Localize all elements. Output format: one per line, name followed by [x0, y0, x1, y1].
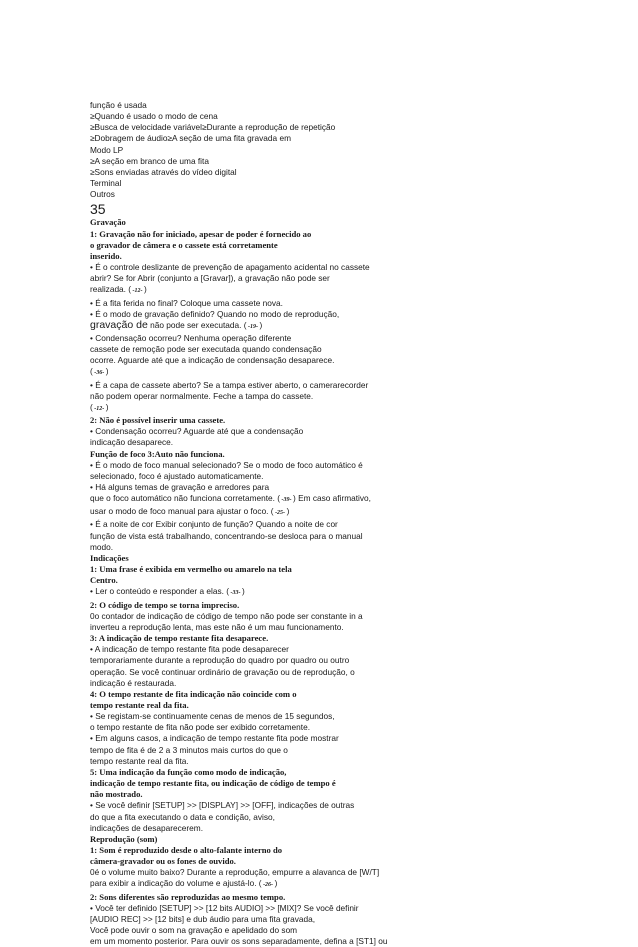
answer-text: 0o contador de indicação de código de tempo não pode ser constante in a — [90, 610, 363, 621]
page-reference: -12- — [92, 405, 106, 412]
answer-text: ocorre. Aguarde até que a indicação de condensação desaparece. — [90, 355, 335, 366]
answer-text-segment: ) — [274, 878, 278, 889]
answer-text-segment: para exibir a indicação do volume e ajustá-lo. ( — [90, 878, 262, 889]
question: tempo restante real da fita. — [90, 699, 189, 710]
answer-text: tempo de fita é de 2 a 3 minutos mais curtos do que o — [90, 744, 288, 755]
list-item: ≥Quando é usado o modo de cena — [90, 111, 218, 122]
answer-text — [90, 320, 560, 333]
list-item: Modo LP — [90, 144, 124, 155]
question: Função de foco 3:Auto não funciona. — [90, 448, 225, 459]
answer-text-segment: não pode ser executada. ( — [147, 319, 247, 330]
answer-text: cassete de remoção pode ser executada quando condensação — [90, 344, 322, 355]
question: 2: O código de tempo se torna impreciso. — [90, 599, 240, 610]
answer-text — [90, 506, 560, 519]
list-item: Terminal — [90, 178, 122, 189]
answer-text: Você pode ouvir o som na gravação e apelidado do som — [90, 925, 298, 936]
answer-text — [90, 402, 560, 415]
answer-text: indicações de desaparecerem. — [90, 822, 203, 833]
answer-text — [90, 493, 560, 506]
list-item: função é usada — [90, 100, 147, 110]
answer-text — [90, 284, 560, 297]
list-item: ≥Sons enviadas através do vídeo digital — [90, 166, 237, 177]
question: 5: Uma indicação da função como modo de indicação, — [90, 766, 287, 777]
question: não mostrado. — [90, 789, 143, 800]
page-reference: -36- — [92, 370, 106, 377]
answer-text: • Se você definir [SETUP] >> [DISPLAY] >> [OFF], indicações de outras — [90, 800, 355, 811]
answer-text-segment: ) — [105, 401, 109, 412]
answer-text-segment: ) — [286, 506, 290, 517]
answer-text-segment: ( — [90, 366, 93, 377]
question: o gravador de câmera e o cassete está corretamente — [90, 239, 278, 250]
answer-text: indicação desaparece. — [90, 437, 174, 448]
section-heading: Gravação — [90, 217, 126, 228]
answer-text: função de vista está trabalhando, concentrando-se desloca para o manual — [90, 530, 363, 541]
answer-text-segment: ) Em caso afirmativo, — [293, 493, 371, 504]
question: 1: Uma frase é exibida em vermelho ou amarelo na tela — [90, 564, 292, 575]
question: câmera-gravador ou os fones de ouvido. — [90, 856, 236, 867]
manual-page — [90, 100, 560, 947]
answer-text-segment: realizada. ( — [90, 284, 132, 295]
answer-text: • É o modo de gravação definido? Quando no modo de reprodução, — [90, 308, 340, 319]
question: 1: Gravação não for iniciado, apesar de poder é fornecido ao — [90, 228, 312, 239]
answer-text: • É o controle deslizante de prevenção de apagamento acidental no cassete — [90, 262, 370, 273]
question: 3: A indicação de tempo restante fita desaparece. — [90, 633, 269, 644]
section-gravacao — [90, 217, 560, 553]
list-item: ≥Busca de velocidade variável≥Durante a reprodução de repetição — [90, 122, 336, 133]
section-heading: Reprodução (som) — [90, 833, 158, 844]
question: inserido. — [90, 250, 122, 261]
answer-text-segment: ) — [105, 366, 109, 377]
answer-text: • É a capa de cassete aberto? Se a tampa estiver aberto, o camerarecorder — [90, 379, 369, 390]
list-item: ≥A seção em branco de uma fita — [90, 155, 209, 166]
page-reference: -25- — [273, 510, 287, 517]
page-reference: -19- — [246, 323, 260, 330]
answer-text-segment: gravação de — [90, 318, 148, 331]
answer-text: abrir? Se for Abrir (conjunto a [Gravar]), a gravação não pode ser — [90, 273, 330, 284]
question: 2: Não é possível inserir uma cassete. — [90, 415, 226, 426]
answer-text-segment: ( — [90, 401, 93, 412]
answer-text-segment: que o foco automático não funciona corretamente. ( — [90, 493, 281, 504]
section-indicacoes — [90, 553, 560, 834]
answer-text: do que a fita executando o data e condição, aviso, — [90, 811, 275, 822]
answer-text: inverteu a reprodução lenta, mas este não é um mau funcionamento. — [90, 621, 344, 632]
question: Centro. — [90, 575, 118, 586]
answer-text: indicação é restaurada. — [90, 677, 177, 688]
answer-text: • Você ter definido [SETUP] >> [12 bits AUDIO] >> [MIX]? Se você definir — [90, 902, 359, 913]
answer-text: [AUDIO REC] >> [12 bits] e dub áudio para uma fita gravada, — [90, 913, 316, 924]
page-number: 35 — [90, 201, 106, 218]
answer-text-segment: ) — [259, 319, 263, 330]
page-reference: -33- — [228, 590, 242, 597]
answer-text — [90, 586, 560, 599]
answer-text: modo. — [90, 541, 114, 552]
answer-text: operação. Se você continuar ordinário de gravação ou de reprodução, o — [90, 666, 355, 677]
question: 2: Sons diferentes são reproduzidas ao mesmo tempo. — [90, 891, 286, 902]
answer-text: • Há alguns temas de gravação e arredores para — [90, 482, 270, 492]
answer-text: • É o modo de foco manual selecionado? Se o modo de foco automático é — [90, 459, 363, 470]
answer-text: temporariamente durante a reprodução do quadro por quadro ou outro — [90, 655, 350, 666]
question: 4: O tempo restante de fita indicação não coincide com o — [90, 688, 297, 699]
answer-text: em um momento posterior. Para ouvir os sons separadamente, defina a [ST1] ou — [90, 936, 388, 947]
answer-text-segment: ) — [241, 586, 245, 597]
answer-text — [90, 366, 560, 379]
answer-text — [90, 878, 560, 891]
answer-text: • A indicação de tempo restante fita pode desaparecer — [90, 644, 289, 655]
page-reference: -26- — [261, 882, 275, 889]
section-reproducao — [90, 834, 560, 947]
answer-text-segment: ) — [144, 284, 147, 295]
answer-text: 0é o volume muito baixo? Durante a reprodução, empurre a alavanca de [W/T] — [90, 867, 380, 878]
answer-text: não podem operar normalmente. Feche a tampa do cassete. — [90, 390, 314, 401]
page-reference: -12- — [131, 288, 145, 295]
list-item: Outros — [90, 189, 115, 200]
answer-text: • Em alguns casos, a indicação de tempo restante fita pode mostrar — [90, 733, 339, 744]
question: 1: Som é reproduzido desde o alto-falante interno do — [90, 845, 283, 855]
answer-text: o tempo restante de fita não pode ser exibido corretamente. — [90, 722, 311, 733]
answer-text: • É a noite de cor Exibir conjunto de função? Quando a noite de cor — [90, 519, 338, 530]
intro-list — [90, 100, 560, 200]
page-reference: -39- — [280, 497, 294, 504]
section-heading: Indicações — [90, 552, 129, 563]
question: indicação de tempo restante fita, ou indicação de código de tempo é — [90, 778, 336, 789]
answer-text: • Se registam-se continuamente cenas de menos de 15 segundos, — [90, 711, 335, 722]
answer-text: tempo restante real da fita. — [90, 755, 189, 766]
answer-text: • Condensação ocorreu? Nenhuma operação diferente — [90, 332, 292, 343]
answer-text: • Condensação ocorreu? Aguarde até que a condensação — [90, 426, 304, 437]
answer-text-segment: usar o modo de foco manual para ajustar o foco. ( — [90, 506, 274, 517]
list-item: ≥Dobragem de áudio≥A seção de uma fita gravada em — [90, 133, 291, 144]
answer-text-segment: • Ler o conteúdo e responder a elas. ( — [90, 586, 229, 597]
answer-text: selecionado, foco é ajustado automaticamente. — [90, 470, 264, 481]
answer-text: • É a fita ferida no final? Coloque uma cassete nova. — [90, 297, 283, 308]
